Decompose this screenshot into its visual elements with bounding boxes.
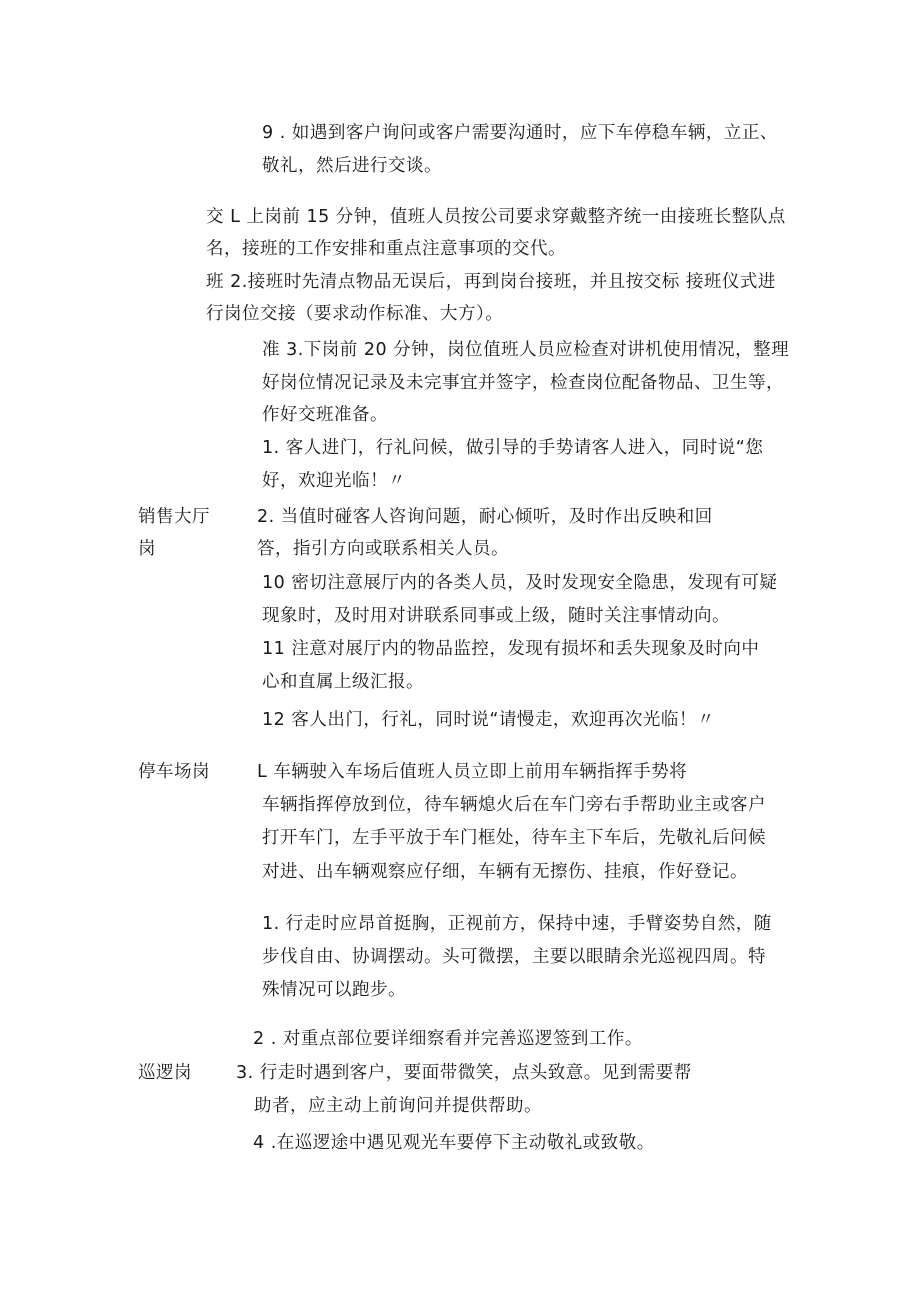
text-line: 好，欢迎光临！〃 [262, 471, 406, 491]
text-line: 交 L 上岗前 15 分钟，值班人员按公司要求穿戴整齐统一由接班长整队点 [206, 207, 786, 227]
text-line: 殊情况可以跑步。 [262, 980, 406, 1000]
text-line: 答，指引方向或联系相关人员。 [257, 539, 509, 559]
section-label-patrol: 巡逻岗 [138, 1063, 192, 1083]
section-label-parking: 停车场岗 [138, 762, 210, 782]
text-line: 车辆指挥停放到位，待车辆熄火后在车门旁右手帮助业主或客户 [262, 795, 766, 815]
text-line: 2. 当值时碰客人咨询问题，耐心倾听，及时作出反映和回 [257, 507, 713, 527]
text-line: 对进、出车辆观察应仔细，车辆有无擦伤、挂痕，作好登记。 [262, 862, 748, 882]
text-line: 班 2.接班时先清点物品无误后，再到岗台接班，并且按交标 接班仪式进 [206, 272, 776, 292]
text-line: 敬礼，然后进行交谈。 [262, 156, 442, 176]
text-line: 行岗位交接（要求动作标准、大方）。 [206, 304, 504, 324]
text-line: 1. 行走时应昂首挺胸，正视前方，保持中速，手臂姿势自然，随 [262, 914, 772, 934]
section-label-sales-hall: 销售大厅 [138, 507, 210, 527]
section-label-sales-hall-cont: 岗 [138, 539, 156, 559]
text-line: 准 3.下岗前 20 分钟，岗位值班人员应检查对讲机使用情况，整理 [262, 340, 790, 360]
text-line: 步伐自由、协调摆动。头可微摆，主要以眼睛余光巡视四周。特 [262, 947, 766, 967]
text-line: 2 . 对重点部位要详细察看并完善巡逻签到工作。 [253, 1029, 643, 1049]
text-line: 现象时，及时用对讲联系同事或上级，随时关注事情动向。 [262, 606, 730, 626]
text-line: 1. 客人进门，行礼问候，做引导的手势请客人进入，同时说“您 [262, 438, 764, 458]
text-line: 名，接班的工作安排和重点注意事项的交代。 [206, 239, 566, 259]
text-line: 12 客人出门，行礼，同时说“请慢走，欢迎再次光临！〃 [262, 710, 715, 730]
text-line: 作好交班准备。 [262, 405, 388, 425]
text-line: 11 注意对展厅内的物品监控，发现有损坏和丢失现象及时向中 [262, 639, 760, 659]
text-line: 好岗位情况记录及未完事宜并签字，检查岗位配备物品、卫生等， [262, 373, 784, 393]
text-line: L 车辆驶入车场后值班人员立即上前用车辆指挥手势将 [257, 762, 688, 782]
text-line: 4 .在巡逻途中遇见观光车要停下主动敬礼或致敬。 [253, 1133, 655, 1153]
text-line: 助者，应主动上前询问并提供帮助。 [254, 1096, 542, 1116]
text-line: 打开车门，左手平放于车门框处，待车主下车后，先敬礼后问候 [262, 828, 766, 848]
text-line: 10 密切注意展厅内的各类人员，及时发现安全隐患，发现有可疑 [262, 573, 778, 593]
text-line: 心和直属上级汇报。 [262, 672, 424, 692]
text-line: 9 . 如遇到客户询问或客户需要沟通时，应下车停稳车辆，立正、 [262, 123, 778, 143]
text-line: 3. 行走时遇到客户，要面带微笑，点头致意。见到需要帮 [236, 1063, 692, 1083]
